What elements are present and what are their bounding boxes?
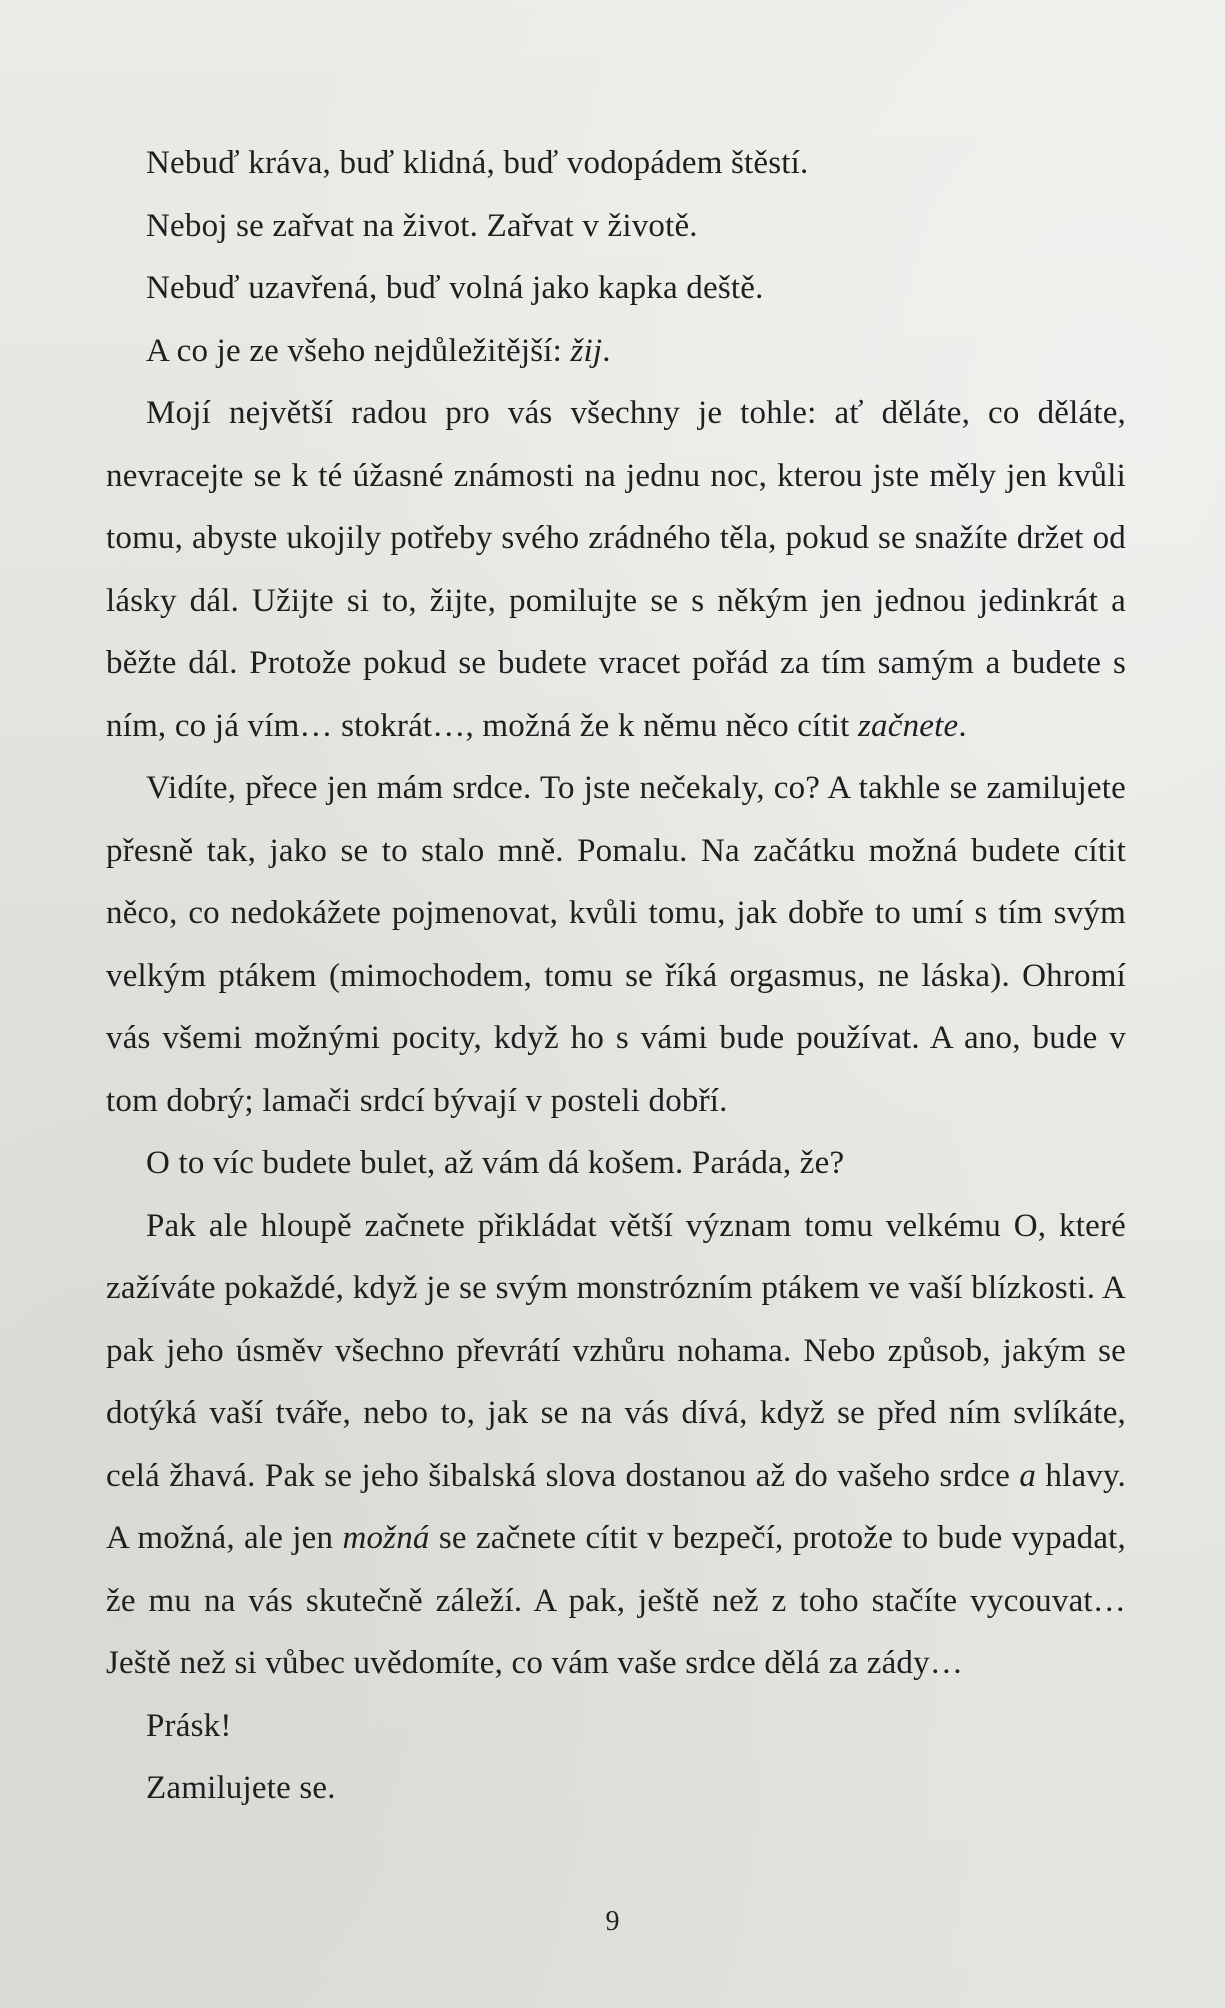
paragraph-text: Zamilujete se.: [146, 1770, 336, 1806]
paragraph: [106, 1695, 1126, 1758]
paragraph-text: Prásk!: [146, 1707, 232, 1744]
italic-text: začnete: [858, 707, 959, 744]
paragraph: [106, 320, 1126, 383]
paragraph: [106, 195, 1126, 258]
paragraph-text: Nebuď kráva, buď klidná, buď vodopádem štěstí.: [146, 145, 809, 181]
paragraph-text: Pak ale hloupě začnete přikládat větší význam tomu velkému O, které zažíváte pokaždé, když je se svým monstrózním ptákem ve vaší blízkosti. A pak jeho úsměv všechno převrátí vzhůru nohama. Nebo způsob, jakým se dotýká vaší tváře, nebo to, jak se na vás dívá, když se před ním svlíkáte, celá žhavá. Pak se jeho šibalská slova dostanou až do vašeho srdce: [106, 1207, 1126, 1494]
paragraph: [106, 757, 1126, 1132]
paragraph-text: hlavy. A možná, ale jen: [106, 1457, 1126, 1556]
paragraph-text: .: [602, 332, 611, 369]
paragraph: [106, 257, 1126, 320]
paragraph-text: .: [958, 707, 967, 744]
italic-text: žij: [570, 332, 603, 369]
paragraph: [106, 1195, 1126, 1695]
paragraph-text: O to víc budete bulet, až vám dá košem. Paráda, že?: [146, 1145, 845, 1181]
paragraph-text: A co je ze všeho nejdůležitější:: [146, 332, 571, 369]
paragraph: [106, 1757, 1126, 1820]
paragraph: [106, 1132, 1126, 1195]
paragraph-text: se začnete cítit v bezpečí, protože to bude vypadat, že mu na vás skutečně záleží. A pak, ještě než z toho stačíte vycouvat… Ještě než si vůbec uvědomíte, co vám vaše srdce dělá za zády…: [106, 1520, 1126, 1681]
italic-text: možná: [342, 1520, 430, 1556]
paragraph: [106, 132, 1126, 195]
page-number: 9: [605, 1906, 620, 1937]
paragraph-text: Neboj se zařvat na život. Zařvat v životě.: [146, 207, 698, 244]
paragraph: [106, 382, 1126, 757]
body-text: [106, 132, 1126, 1820]
paragraph-text: Nebuď uzavřená, buď volná jako kapka deště.: [146, 270, 764, 306]
paragraph-text: Mojí největší radou pro vás všechny je tohle: ať děláte, co děláte, nevracejte se k té úžasné známosti na jednu noc, kterou jste měly jen kvůli tomu, abyste ukojily potřeby svého zrádného těla, pokud se snažíte držet od lásky dál. Užijte si to, žijte, pomilujte se s někým jen jednou jedinkrát a běžte dál. Protože pokud se budete vracet pořád za tím samým a budete s ním, co já vím… stokrát…, možná že k němu něco cítit: [106, 395, 1126, 744]
italic-text: a: [1019, 1457, 1037, 1494]
paragraph-text: Vidíte, přece jen mám srdce. To jste nečekaly, co? A takhle se zamilujete přesně tak, jako se to stalo mně. Pomalu. Na začátku možná budete cítit něco, co nedokážete pojmenovat, kvůli tomu, jak dobře to umí s tím svým velkým ptákem (mimochodem, tomu se říká orgasmus, ne láska). Ohromí vás všemi možnými pocity, když ho s vámi bude používat. A ano, bude v tom dobrý; lamači srdcí bývají v posteli dobří.: [106, 770, 1126, 1119]
